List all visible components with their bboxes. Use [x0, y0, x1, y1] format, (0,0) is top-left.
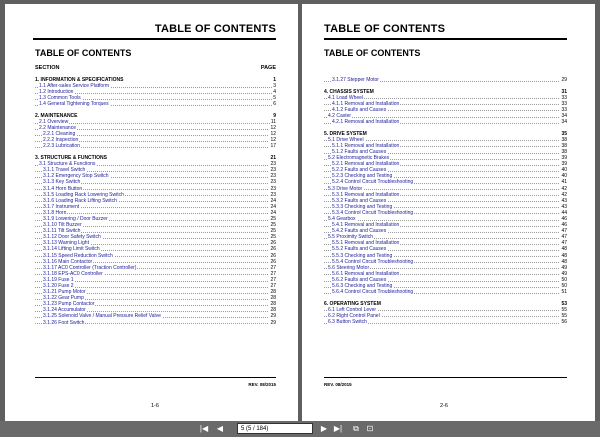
toc-entry-title[interactable]: 6. OPERATING SYSTEM: [324, 300, 381, 307]
toc-entry-title[interactable]: 3.1.12 Door Safety Switch: [43, 234, 101, 241]
right-manual-page: [302, 4, 595, 421]
toc-entry-title[interactable]: 3.1.17 AC0 Controller (Traction Controller): [43, 264, 137, 271]
toc-entry-title[interactable]: 5.6.2 Faults and Causes: [332, 276, 387, 283]
revision-label: REV. 08/2015: [324, 382, 352, 387]
header-rule: [33, 38, 276, 40]
toc-entry-title[interactable]: 3.1.25 Solenoid Valve / Manual Pressure Relief Valve: [43, 313, 161, 320]
toc-entry-page: 25: [270, 215, 276, 222]
toc-list: [35, 77, 276, 326]
toc-entry-page: 23: [270, 167, 276, 174]
toc-entry-page: 1: [273, 77, 276, 83]
toc-entry-page: 56: [561, 318, 567, 325]
dot-leader: [35, 213, 276, 214]
toc-entry-title[interactable]: 3.1.2 Emergency Stop Switch: [43, 173, 109, 180]
toc-entry-title[interactable]: 6.2 Right Control Panel: [328, 312, 380, 319]
toc-entry-title[interactable]: 5.1 Drive Wheel: [328, 136, 364, 143]
toc-entry-page: 41: [561, 179, 567, 186]
toc-entry-page: 38: [561, 148, 567, 155]
toc-entry-page: 6: [273, 101, 276, 108]
toc-entry-page: 39: [561, 155, 567, 162]
toc-entry-page: 29: [270, 319, 276, 326]
toc-entry-title[interactable]: 3.1.5 Loading Rack Lowering Switch: [43, 191, 124, 198]
section-column-header: SECTION: [35, 65, 60, 71]
dot-leader: [35, 123, 276, 124]
toc-entry-title[interactable]: 4.2 Caster: [328, 112, 352, 119]
toc-entry-title[interactable]: 5.1.2 Faults and Causes: [332, 148, 387, 155]
toc-entry-page: 26: [270, 246, 276, 253]
toc-entry-page: 39: [561, 161, 567, 168]
toc-entry-page: 33: [561, 94, 567, 101]
toc-entry-page: 26: [270, 252, 276, 259]
toc-entry-page: 50: [561, 276, 567, 283]
toc-entry-title[interactable]: 5.4 Gearbox: [328, 215, 356, 222]
toc-entry-page: 47: [561, 234, 567, 241]
toc-entry-page: 34: [561, 112, 567, 119]
toc-entry-title[interactable]: 3.1.27 Stepper Motor: [332, 77, 379, 83]
toc-entry-page: 48: [561, 258, 567, 265]
toc-entry-title[interactable]: 5.2.1 Removal and Installation: [332, 161, 400, 168]
toc-entry-page: 53: [561, 300, 567, 307]
next-page-icon[interactable]: ▶: [320, 424, 328, 433]
toc-entry-page: 29: [561, 77, 567, 83]
toc-entry-title[interactable]: 5.2.2 Faults and Causes: [332, 167, 387, 174]
toc-title: TABLE OF CONTENTS: [35, 48, 132, 58]
footer-rule: [35, 377, 276, 378]
page-number: 1-6: [151, 403, 159, 409]
viewer-toolbar: [0, 421, 600, 437]
toc-entry[interactable]: [324, 319, 567, 325]
toc-entry-page: 21: [270, 155, 276, 162]
toc-entry-title[interactable]: 4.1.2 Faults and Causes: [332, 106, 387, 113]
toc-entry-title[interactable]: 1.1 After-sales Service Platform: [39, 83, 110, 90]
toc-entry-page: 38: [561, 136, 567, 143]
toc-entry-page: 34: [561, 119, 567, 126]
toc-entry-page: 29: [270, 313, 276, 320]
toc-entry-page: 33: [561, 100, 567, 107]
toc-entry-title[interactable]: 5.2 Electromagnetic Brakes: [328, 155, 390, 162]
toc-entry-title[interactable]: 3.1 Structure & Functions: [39, 161, 96, 168]
toc-entry-page: 12: [270, 131, 276, 138]
toc-entry-title[interactable]: 3.1.4 Horn Button: [43, 185, 83, 192]
toc-entry-title[interactable]: 3.1.9 Lowering / Door Buzzer: [43, 215, 108, 222]
toc-entry-page: 24: [270, 209, 276, 216]
toc-entry-title[interactable]: 3.1.1 Travel Switch: [43, 167, 86, 174]
toc-entry-title[interactable]: 3.1.6 Loading Rack Lifting Switch: [43, 197, 117, 204]
toc-entry-title[interactable]: 3.1.26 Foot Switch: [43, 319, 85, 326]
toc-entry-page: 28: [270, 295, 276, 302]
toc-entry-title[interactable]: 5.4.2 Faults and Causes: [332, 228, 387, 235]
toc-entry-page: 26: [270, 240, 276, 247]
toc-entry-title[interactable]: 6.3 Button Switch: [328, 318, 367, 325]
toc-entry-title[interactable]: 5.3.2 Faults and Causes: [332, 197, 387, 204]
toc-entry-title[interactable]: 3.1.15 Speed Reduction Switch: [43, 252, 113, 259]
toc-entry-page: 25: [270, 228, 276, 235]
toc-entry-page: 33: [561, 106, 567, 113]
toc-entry-title[interactable]: 5.6.4 Control Circuit Troubleshooting: [332, 289, 414, 296]
toc-entry-page: 24: [270, 203, 276, 210]
toc-entry-page: 24: [270, 197, 276, 204]
toc-entry-page: 31: [561, 88, 567, 95]
toc-entry-title[interactable]: 4.1 Load Wheel: [328, 94, 364, 101]
toc-entry-page: 23: [270, 191, 276, 198]
toc-entry-title[interactable]: 3.1.18 EPS-AC0 Controller: [43, 270, 103, 277]
toc-entry-title[interactable]: 2. MAINTENANCE: [35, 112, 78, 119]
toc-entry-title[interactable]: 3.1.7 Instrument: [43, 203, 80, 210]
toc-entry-title[interactable]: 5.3 Drive Motor: [328, 185, 363, 192]
toc-entry-page: 28: [270, 301, 276, 308]
toc-entry-page: 27: [270, 276, 276, 283]
page-number: 2-6: [440, 403, 448, 409]
toc-entry-title[interactable]: 3.1.8 Horn: [43, 209, 67, 216]
page-header-title: TABLE OF CONTENTS: [154, 23, 276, 35]
toc-entry-title[interactable]: 5.6 Steering Motor: [328, 264, 370, 271]
toc-entry-title[interactable]: 5.4.1 Removal and Installation: [332, 222, 400, 229]
toc-entry-page: 40: [561, 167, 567, 174]
toc-entry-title[interactable]: 3.1.24 Accumulator: [43, 307, 86, 314]
toc-entry-title[interactable]: 5.5.3 Checking and Testing: [332, 252, 393, 259]
toc-entry-page: 25: [270, 234, 276, 241]
toc-entry-title[interactable]: 6.1 Left Control Lever: [328, 306, 377, 313]
toc-entry-title[interactable]: 3.1.13 Warning Light: [43, 240, 89, 247]
toc-entry[interactable]: [35, 101, 276, 107]
header-rule: [324, 38, 567, 40]
toc-entry-page: 49: [561, 264, 567, 271]
left-manual-page: [5, 4, 298, 421]
toc-entry-title[interactable]: 2.2.3 Lubrication: [43, 143, 80, 150]
toc-entry[interactable]: [35, 143, 276, 149]
toc-entry-page: 48: [561, 252, 567, 259]
toc-entry-page: 11: [270, 119, 276, 126]
toc-entry-page: 9: [273, 112, 276, 119]
toc-entry-title[interactable]: 3.1.23 Pump Contactor: [43, 301, 95, 308]
toc-entry-title[interactable]: 3.1.22 Gear Pump: [43, 295, 84, 302]
first-page-icon[interactable]: |◀: [199, 424, 209, 433]
toc-entry-page: 38: [561, 142, 567, 149]
toc-entry-page: 40: [561, 173, 567, 180]
toc-entry[interactable]: [324, 289, 567, 295]
previous-page-icon[interactable]: ◀: [216, 424, 224, 433]
toc-entry-title[interactable]: 4.1.1 Removal and Installation: [332, 100, 400, 107]
toc-entry-page: 46: [561, 222, 567, 229]
toc-entry-page: 3: [273, 83, 276, 90]
toc-entry-title[interactable]: 5.6.3 Checking and Testing: [332, 283, 393, 289]
toc-entry-page: 50: [561, 283, 567, 289]
toc-entry-title[interactable]: 4.2.1 Removal and Installation: [332, 119, 400, 126]
toc-entry-page: 5: [273, 95, 276, 102]
page-number-field[interactable]: 5 (5 / 184): [237, 423, 313, 434]
toc-entry-title[interactable]: 5.3.3 Checking and Testing: [332, 203, 393, 210]
toc-entry-title[interactable]: 2.2.1 Cleaning: [43, 131, 76, 138]
fit-page-icon[interactable]: ⧉: [353, 424, 359, 433]
page-header-title: TABLE OF CONTENTS: [324, 23, 446, 35]
toc-entry-page: 55: [561, 312, 567, 319]
toc-entry-page: 43: [561, 203, 567, 210]
toc-list: [324, 77, 567, 325]
toc-entry-page: 23: [270, 185, 276, 192]
toc-entry-page: 23: [270, 161, 276, 168]
toc-entry-page: 23: [270, 179, 276, 186]
toc-entry-title[interactable]: 4. CHASSIS SYSTEM: [324, 88, 374, 95]
toc-entry-page: 44: [561, 209, 567, 216]
toc-entry-title[interactable]: 2.2.2 Inspection: [43, 137, 79, 144]
dot-leader: [324, 117, 567, 118]
toc-entry-title[interactable]: 1. INFORMATION & SPECIFICATIONS: [35, 77, 124, 83]
toc-entry-page: 35: [561, 130, 567, 137]
toc-entry-page: 49: [561, 270, 567, 277]
last-page-icon[interactable]: ▶|: [333, 424, 343, 433]
toc-entry-title[interactable]: 3. STRUCTURE & FUNCTIONS: [35, 155, 107, 162]
toc-entry-page: 51: [561, 289, 567, 296]
toc-entry-title[interactable]: 5.5.2 Faults and Causes: [332, 246, 387, 253]
toc-title: TABLE OF CONTENTS: [324, 48, 421, 58]
toc-entry-page: 42: [561, 191, 567, 198]
toc-entry-title[interactable]: 2.1 Overview: [39, 119, 69, 126]
toc-entry-page: 47: [561, 240, 567, 247]
toc-entry-title[interactable]: 1.4 General Tightening Torques: [39, 101, 109, 108]
toc-entry-title[interactable]: 5.5.1 Removal and Installation: [332, 240, 400, 247]
toc-entry-title[interactable]: 5.3.4 Control Circuit Troubleshooting: [332, 209, 414, 216]
toc-entry-title[interactable]: 5.5 Proximity Switch: [328, 234, 374, 241]
toc-entry-title[interactable]: 3.1.11 Tilt Switch: [43, 228, 81, 235]
toc-entry-page: 42: [561, 185, 567, 192]
toc-entry-title[interactable]: 5.5.4 Control Circuit Troubleshooting: [332, 258, 414, 265]
toc-entry-page: 46: [561, 215, 567, 222]
toc-entry-page: 47: [561, 228, 567, 235]
toc-entry-title[interactable]: 2.2 Maintenance: [39, 125, 76, 132]
toc-entry-title[interactable]: 3.1.3 Key Switch: [43, 179, 81, 186]
toc-entry-page: 28: [270, 289, 276, 296]
toc-entry-page: 26: [270, 258, 276, 265]
revision-label: REV. 08/2015: [248, 382, 276, 387]
toc-entry-page: 25: [270, 222, 276, 229]
toc-entry-page: 12: [270, 125, 276, 132]
toc-entry-page: 43: [561, 197, 567, 204]
toc-entry-title[interactable]: 1.2 Introduction: [39, 89, 74, 96]
toc-entry-page: 27: [270, 264, 276, 271]
toc-entry-page: 27: [270, 270, 276, 277]
toc-entry-page: 23: [270, 173, 276, 180]
toc-entry-page: 4: [273, 89, 276, 96]
toc-entry-title[interactable]: 5.1.1 Removal and Installation: [332, 142, 400, 149]
footer-rule: [324, 377, 567, 378]
toc-entry-title[interactable]: 5.2.3 Checking and Testing: [332, 173, 393, 180]
toc-entry-page: 48: [561, 246, 567, 253]
toc-entry-page: 55: [561, 306, 567, 313]
toc-entry-title[interactable]: 3.1.19 Fuse 1: [43, 276, 74, 283]
view-mode-icon[interactable]: ⊡: [366, 424, 374, 433]
toc-entry-page: 17: [270, 143, 276, 150]
toc-entry[interactable]: [324, 119, 567, 125]
toc-entry-title[interactable]: 3.1.10 Tilt Buzzer: [43, 222, 82, 229]
toc-entry-page: 28: [270, 307, 276, 314]
toc-entry-title[interactable]: 3.1.21 Pump Motor: [43, 289, 86, 296]
toc-entry[interactable]: [324, 77, 567, 83]
toc-entry-title[interactable]: 5. DRIVE SYSTEM: [324, 130, 367, 137]
toc-entry-title[interactable]: 5.6.1 Removal and Installation: [332, 270, 400, 277]
toc-entry-title[interactable]: 5.2.4 Control Circuit Troubleshooting: [332, 179, 414, 186]
toc-entry-title[interactable]: 3.1.20 Fuse 2: [43, 283, 74, 289]
toc-entry-page: 12: [270, 137, 276, 144]
toc-entry-title[interactable]: 5.3.1 Removal and Installation: [332, 191, 400, 198]
toc-entry-title[interactable]: 3.1.16 Main Contactor: [43, 258, 93, 265]
dot-leader: [324, 220, 567, 221]
page-column-header: PAGE: [260, 65, 276, 71]
toc-entry[interactable]: [35, 320, 276, 326]
toc-entry-title[interactable]: 1.3 Common Tools: [39, 95, 81, 102]
toc-entry-page: 27: [270, 283, 276, 289]
toc-entry-title[interactable]: 3.1.14 Lifting Limit Switch: [43, 246, 100, 253]
